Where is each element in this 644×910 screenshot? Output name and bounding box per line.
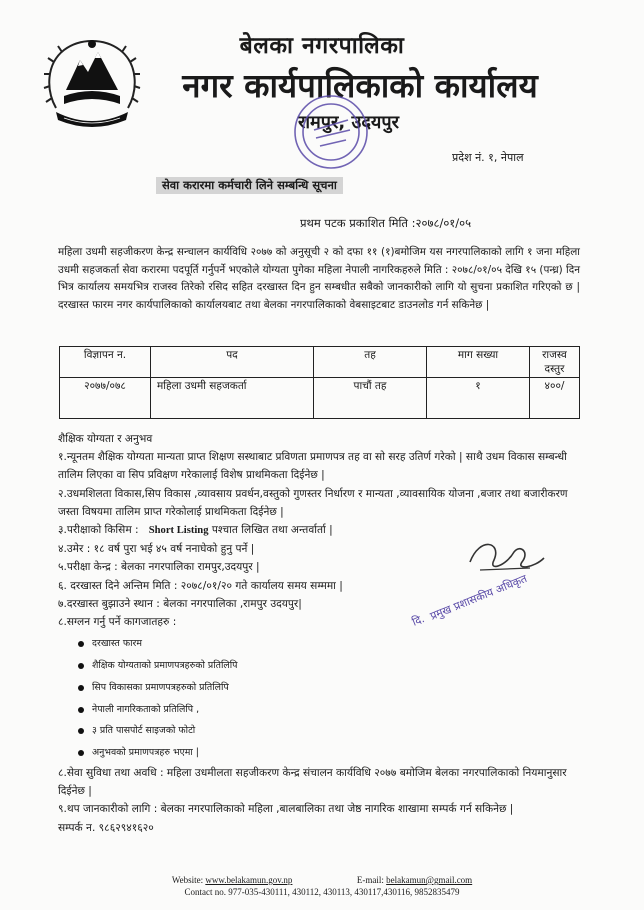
qualifications-heading: शैक्षिक योग्यता र अनुभव [58, 433, 153, 445]
requirement-item: ७.दरखास्त बुझाउने स्थान : बेलका नगरपालिका ,रामपुर उदयपुर| [58, 597, 302, 610]
exam-type-label: ३.परीक्षाको किसिम : [58, 524, 139, 537]
table-cell: २०७७/०७८ [60, 378, 151, 419]
publish-date: प्रथम पटक प्रकाशित मिति :२०७८/०१/०५ [300, 216, 472, 230]
notice-title: सेवा करारमा कर्मचारी लिने सम्बन्धि सूचना [156, 177, 343, 194]
list-item: ३ प्रति पासपोर्ट साइजको फोटो [58, 720, 588, 742]
requirement-item: ४.उमेर : १८ वर्ष पुरा भई ४५ वर्ष ननाघेको हुनु पर्ने | [58, 543, 255, 556]
office-name: नगर कार्यपालिकाको कार्यालय [182, 66, 538, 105]
website-label: Website: [171, 875, 204, 885]
exam-type-suffix: पश्चात लिखित तथा अन्तर्वार्ता | [211, 524, 333, 537]
exam-type-english: Short Listing [148, 525, 209, 537]
table-cell: महिला उधमी सहजकर्ता [151, 378, 314, 419]
footer [0, 874, 644, 898]
requirement-item: ८.सेवा सुविधा तथा अवधि : महिला उधमीलता सहजीकरण केन्द्र संचालन कार्यविधि २०७७ बमोजिम बेलका नगरपालिकाको नियमानुसार दिईनेछ | [58, 767, 567, 798]
email-link[interactable]: belakamun@gmail.com [386, 875, 473, 885]
requirement-item: ९.थप जानकारीको लागि : बेलका नगरपालिकाको महिला ,बालबालिका तथा जेष्ठ नागरिक शाखामा सम्पर्क गर्न सकिनेछ | [58, 803, 514, 816]
officer-title: प्रमुख प्रशासकीय अधिकृत [428, 572, 529, 623]
table-header-row [60, 347, 580, 378]
table-header: राजस्व दस्तुर [530, 347, 580, 378]
website-link[interactable]: www.belakamun.gov.np [205, 875, 293, 885]
signature-prefix: दि. [410, 612, 427, 629]
footer-contact: Contact no. 977-035-430111, 430112, 430113, 430117,430116, 9852835479 [184, 887, 460, 897]
requirement-item: ६. दरखास्त दिने अन्तिम मिति : २०७८/०१/२० गते कार्यालय समय सम्ममा | [58, 579, 343, 592]
list-item: दरखास्त फारम [58, 633, 588, 655]
office-stamp [286, 90, 376, 180]
intro-paragraph: महिला उधमी सहजीकरण केन्द्र सन्चालन कार्यविधि २०७७ को अनुसूची २ को दफा ११ (१)बमोजिम यस नगरपालिकाको लागि १ जना महिला उधमी सहजकर्ता सेवा करारमा पदपूर्ति गर्नुपर्ने भएकोले योग्यता पुगेका महिला नेपाली नागरिकहरुले मिति : २०७८/०१/०५ देखि १५ (पन्ध्र) दिन भित्र कार्यालय समयभित्र राजस्व तिरेको रसिद सहित दरखास्त दिन हुन सम्बधीत सबैको जानकारीको लागि यो सुचना प्रकाशित गरिएको छ | दरखास्त फारम नगर कार्यपालिकाको कार्यालयबाट तथा बेलका नगरपालिकाको वेबसाइटबाट डाउनलोड गर्न सकिनेछ | [58, 246, 580, 311]
requirement-item: ८.सग्लन गर्नु पर्ने कागजातहरु : [58, 616, 177, 629]
documents-list [58, 633, 588, 764]
vacancy-table [59, 346, 580, 419]
requirement-item: २.उधमशिलता विकास,सिप विकास ,व्यावसाय प्रवर्धन,वस्तुको गुणस्तर निर्धारण र मान्यता ,व्यावसायिक योजना ,बजार तथा बजारीकरण जस्ता विषयमा तालिम प्राप्त गरेकोलाई प्राथमिकता दिईनेछ | [58, 487, 568, 518]
table-cell: १ [427, 378, 530, 419]
email-label: E-mail: [356, 875, 384, 885]
list-item: नेपाली नागरिकताको प्रतिलिपि , [58, 699, 588, 721]
requirement-item: १.न्यूनतम शैक्षिक योग्यता मान्यता प्राप्त शिक्षण सस्थाबाट प्रविणता प्रमाणपत्र तह वा सो सरह उतिर्ण गरेको | साथै उधम विकास सम्बन्धी तालिम लिएका वा सिप प्रविक्षण गरेकालाई विशेष प्राथमिकता दिईनेछ | [58, 451, 567, 482]
list-item: अनुभवको प्रमाणपत्रहरु भएमा | [58, 742, 588, 764]
table-header: पद [151, 347, 314, 378]
list-item: सिप विकासका प्रमाणपत्रहरुको प्रतिलिपि [58, 677, 588, 699]
list-item: शैक्षिक योग्यताको प्रमाणपत्रहरुको प्रतिलिपि [58, 655, 588, 677]
province-line: प्रदेश नं. १, नेपाल [452, 151, 524, 164]
office-location: रामपुर, उदयपुर [298, 112, 399, 133]
officer-signature [410, 522, 570, 642]
table-header: तह [314, 347, 427, 378]
requirement-item: ५.परीक्षा केन्द्र : बेलका नगरपालिका रामपुर,उदयपुर | [58, 561, 260, 574]
table-header: माग सख्या [427, 347, 530, 378]
table-cell: ४००/ [530, 378, 580, 419]
table-row [60, 378, 580, 419]
municipality-name: बेलका नगरपालिका [239, 33, 405, 59]
table-header: विज्ञापन न. [60, 347, 151, 378]
contact-number: सम्पर्क न. ९८६२९४१६२० [58, 821, 154, 834]
table-cell: पाचौं तह [314, 378, 427, 419]
